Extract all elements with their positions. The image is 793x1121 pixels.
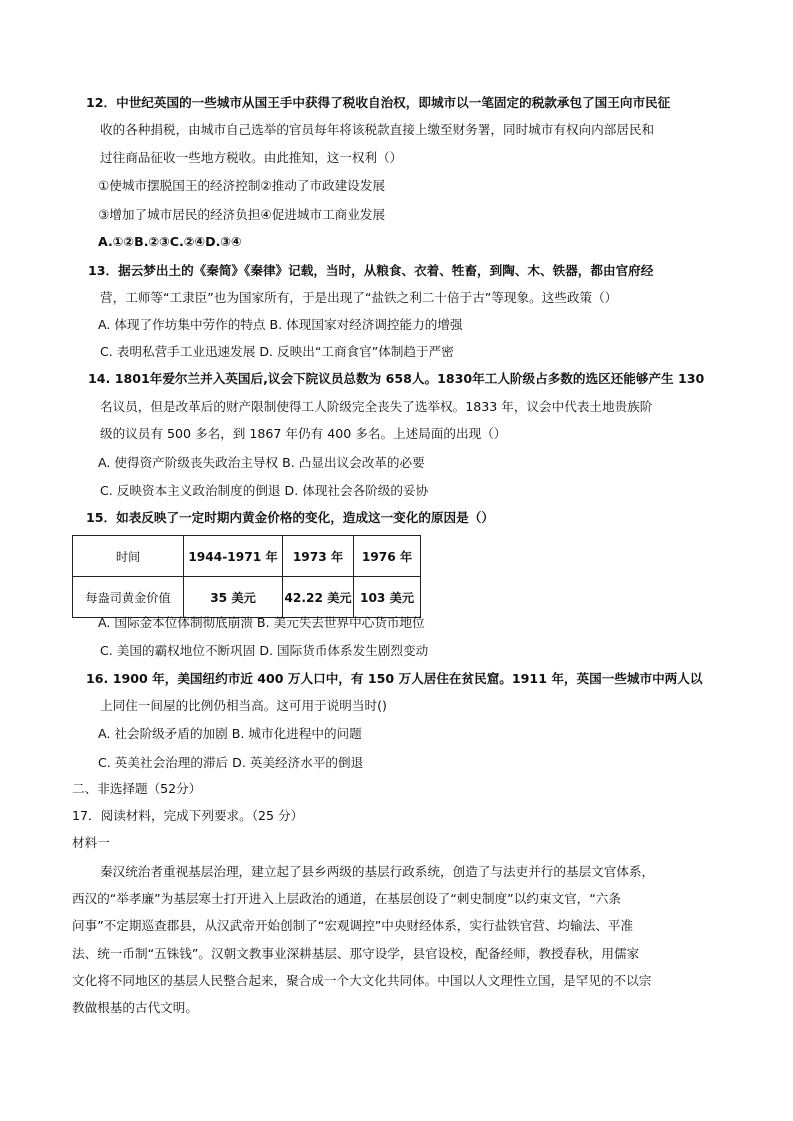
q13-line1: 13．据云梦出土的《秦简》《秦律》记载，当时，从粮食、衣着、牲畜，到陶、木、铁器，都由官府经 <box>88 263 654 278</box>
q12-answers: A.①②B.②③C.②④D.③④ <box>98 234 242 249</box>
q15-line1: 15．如表反映了一定时期内黄金价格的变化，造成这一变化的原因是（） <box>86 510 494 525</box>
table-row <box>73 577 421 618</box>
gold-price-table <box>72 535 421 618</box>
q16-line2: 上同住一间屋的比例仍相当高。这可用于说明当时() <box>100 698 387 713</box>
material-para-line6: 教做根基的古代文明。 <box>72 1000 198 1015</box>
q12-options-1: ①使城市摆脱国王的经济控制②推动了市政建设发展 <box>98 178 386 193</box>
q13-option-cd: C. 表明私营手工业迅速发展 D. 反映出“工商食官”体制趋于严密 <box>100 344 454 359</box>
q17-title: 17．阅读材料，完成下列要求。（25 分） <box>72 808 304 823</box>
material-para-line4: 法、统一币制“五铢钱”。汉朝文教事业深耕基层、那守设学，县官设校，配备经师，教授春秋，用儒家 <box>72 946 640 961</box>
table-cell: 35 美元 <box>184 577 283 618</box>
section-heading: 二、非选择题（52分） <box>72 781 202 796</box>
table-header-cell: 1944-1971 年 <box>184 536 283 577</box>
q14-option-ab: A. 使得资产阶级丧失政治主导权 B. 凸显出议会改革的必要 <box>98 455 425 470</box>
q13-line2: 营，工师等“工隶臣”也为国家所有，于是出现了“盐铁之利二十倍于古”等现象。这些政策（） <box>100 290 618 305</box>
q14-line2: 名议员，但是改革后的财产限制使得工人阶级完全丧失了选举权。1833 年，议会中代表土地贵族阶 <box>100 399 653 414</box>
table-cell: 42.22 美元 <box>283 577 354 618</box>
material-para-line1: 秦汉统治者重视基层治理，建立起了县乡两级的基层行政系统，创造了与法吏并行的基层文官体系， <box>100 864 655 879</box>
q12-line1: 12．中世纪英国的一些城市从国王手中获得了税收自治权，即城市以一笔固定的税款承包了国王向市民征 <box>86 95 671 110</box>
material-label: 材料一 <box>72 835 110 850</box>
material-para-line3: 问事”不定期巡查郡县，从汉武帝开始创制了“宏观调控”中央财经体系，实行盐铁官营、均输法、平准 <box>72 918 634 933</box>
table-cell: 103 美元 <box>354 577 421 618</box>
q15-option-cd: C. 美国的霸权地位不断巩固 D. 国际货币体系发生剧烈变动 <box>100 643 429 658</box>
table-row <box>73 536 421 577</box>
table-header-cell: 1973 年 <box>283 536 354 577</box>
q12-line2: 收的各种捐税，由城市自己选举的官员每年将该税款直接上缴至财务署，同时城市有权向内部居民和 <box>100 122 655 137</box>
table-header-cell: 时间 <box>73 536 184 577</box>
q13-option-ab: A. 体现了作坊集中劳作的特点 B. 体现国家对经济调控能力的增强 <box>98 317 463 332</box>
material-para-line5: 文化将不同地区的基层人民整合起来，聚合成一个大文化共同体。中国以人文理性立国，是罕见的不以宗 <box>72 973 652 988</box>
q12-line3: 过往商品征收一些地方税收。由此推知，这一权利（） <box>100 150 403 165</box>
table-header-cell: 1976 年 <box>354 536 421 577</box>
q14-line1: 14. 1801年爱尔兰并入英国后,议会下院议员总数为 658人。1830年工人阶级占多数的选区还能够产生 130 <box>88 371 705 386</box>
q14-line3: 级的议员有 500 多名，到 1867 年仍有 400 多名。上述局面的出现（） <box>100 426 507 441</box>
q16-option-ab: A. 社会阶级矛盾的加剧 B. 城市化进程中的问题 <box>98 726 362 741</box>
q16-option-cd: C. 英美社会治理的滞后 D. 英美经济水平的倒退 <box>98 755 364 770</box>
q16-line1: 16. 1900 年，美国纽约市近 400 万人口中，有 150 万人居住在贫民窟。1911 年，英国一些城市中两人以 <box>86 671 703 686</box>
q12-options-2: ③增加了城市居民的经济负担④促进城市工商业发展 <box>98 207 386 222</box>
table-cell: 每盎司黄金价值 <box>73 577 184 618</box>
q15-option-ab: A. 国际金本位体制彻底崩溃 B. 美元失去世界中心货币地位 <box>98 615 425 630</box>
q14-option-cd: C. 反映资本主义政治制度的倒退 D. 体现社会各阶级的妥协 <box>100 483 429 498</box>
material-para-line2: 西汉的“举孝廉”为基层寒士打开进入上层政治的通道，在基层创设了“刺史制度”以约束文官，“六条 <box>72 891 621 906</box>
